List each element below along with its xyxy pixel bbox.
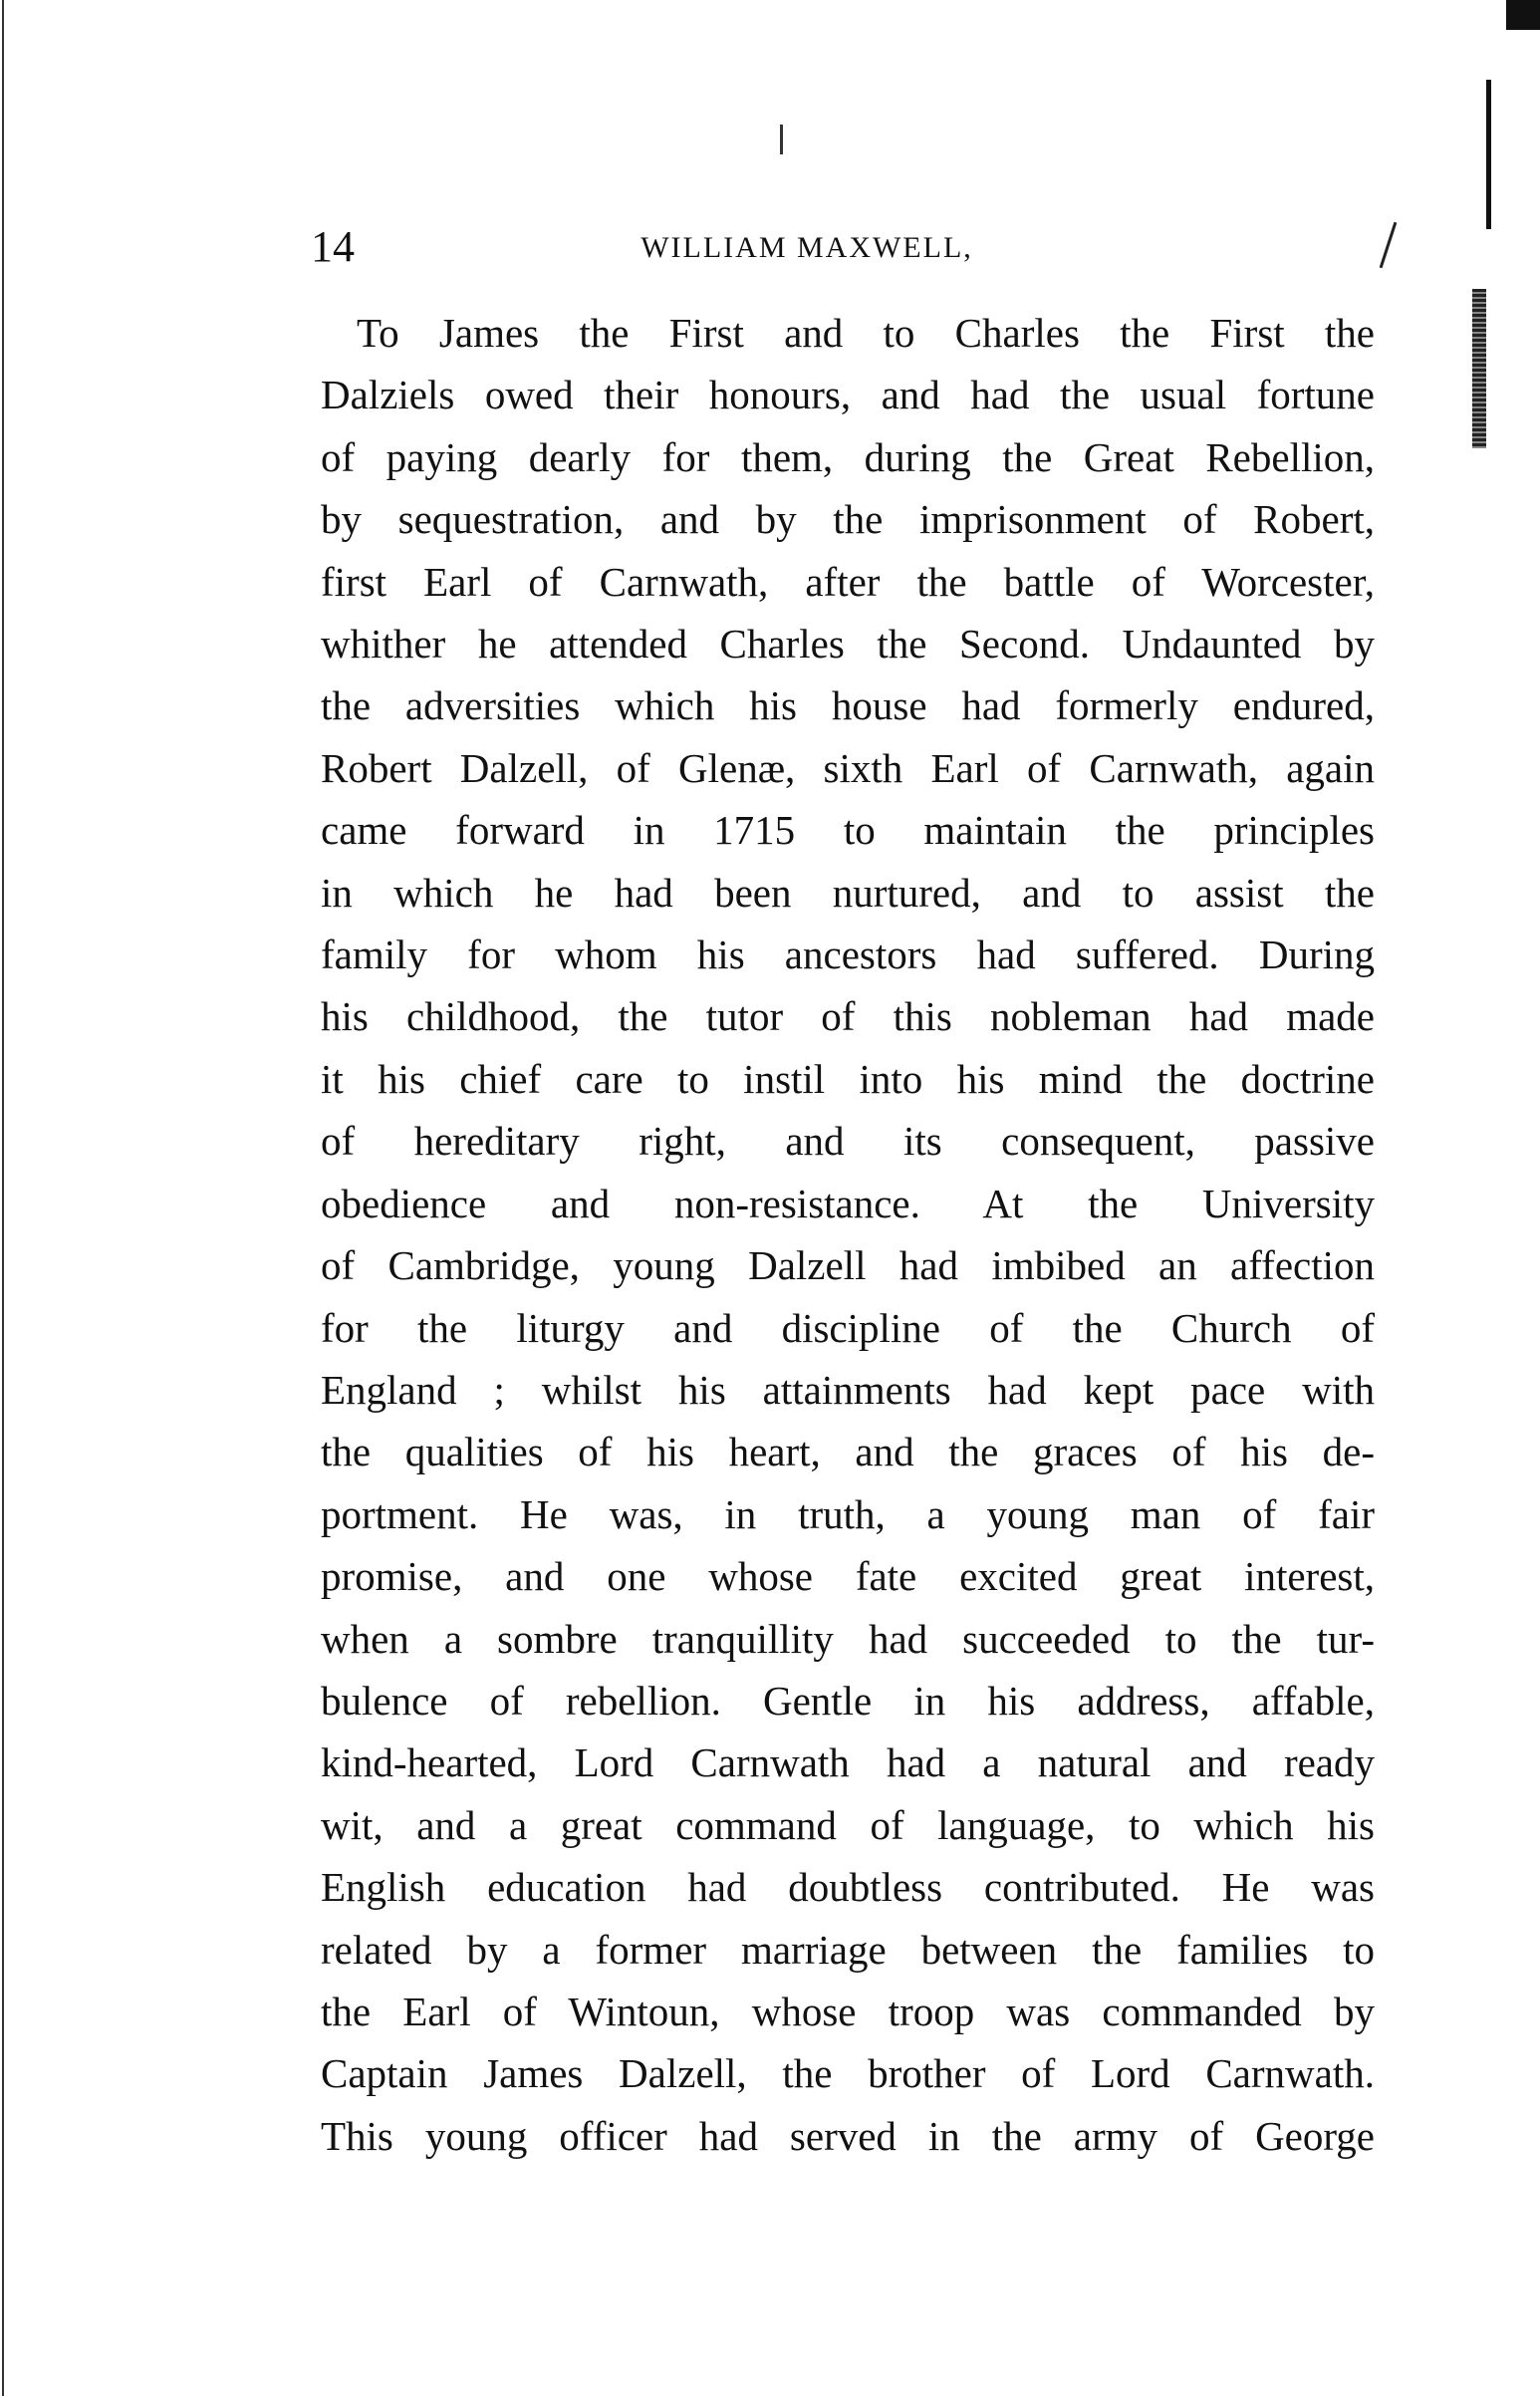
text-line: Robert Dalzell, of Glenæ, sixth Earl of Carnwath, again <box>321 744 1375 791</box>
pencil-mark <box>780 125 783 154</box>
page-edge-line <box>2 0 4 2396</box>
text-line: for the liturgy and discipline of the Church of <box>321 1304 1375 1351</box>
text-line: To James the First and to Charles the First the <box>357 310 1375 356</box>
scan-mark <box>1506 0 1540 30</box>
running-title: WILLIAM MAXWELL, <box>641 231 973 264</box>
text-line: of hereditary right, and its consequent, passive <box>321 1118 1375 1165</box>
text-line: obedience and non-resistance. At the University <box>321 1180 1375 1226</box>
scan-mark <box>1472 289 1486 448</box>
text-line: it his chief care to instil into his mind the doctrine <box>321 1055 1375 1102</box>
text-line: promise, and one whose fate excited great interest, <box>321 1553 1375 1600</box>
pencil-mark <box>1380 222 1398 269</box>
text-line: his childhood, the tutor of this nobleman had made <box>321 993 1375 1040</box>
text-line: came forward in 1715 to maintain the principles <box>321 807 1375 854</box>
text-line: the adversities which his house had formerly endured, <box>321 682 1375 729</box>
scan-mark <box>1486 80 1491 229</box>
text-line: English education had doubtless contributed. He was <box>321 1864 1375 1911</box>
text-line: portment. He was, in truth, a young man of fair <box>321 1490 1375 1537</box>
text-line: of paying dearly for them, during the Great Rebellion, <box>321 433 1375 480</box>
page-number: 14 <box>311 222 355 271</box>
text-line: the Earl of Wintoun, whose troop was commanded by <box>321 1988 1375 2034</box>
text-line: in which he had been nurtured, and to assist the <box>321 869 1375 916</box>
text-line: wit, and a great command of language, to which his <box>321 1801 1375 1848</box>
text-line: kind-hearted, Lord Carnwath had a natural and ready <box>321 1739 1375 1786</box>
text-line: This young officer had served in the army of George <box>321 2112 1375 2159</box>
text-line: first Earl of Carnwath, after the battle of Worcester, <box>321 558 1375 605</box>
text-line: whither he attended Charles the Second. Undaunted by <box>321 621 1375 667</box>
body-paragraph <box>321 302 1375 2167</box>
text-line: the qualities of his heart, and the graces of his de- <box>321 1429 1375 1475</box>
text-line: when a sombre tranquillity had succeeded to the tur- <box>321 1615 1375 1662</box>
text-line: England ; whilst his attainments had kept pace with <box>321 1366 1375 1413</box>
text-line: family for whom his ancestors had suffered. During <box>321 932 1375 978</box>
text-line: Captain James Dalzell, the brother of Lord Carnwath. <box>321 2050 1375 2097</box>
text-line: by sequestration, and by the imprisonment of Robert, <box>321 496 1375 543</box>
text-line: bulence of rebellion. Gentle in his address, affable, <box>321 1677 1375 1724</box>
text-line: related by a former marriage between the families to <box>321 1926 1375 1973</box>
text-line: of Cambridge, young Dalzell had imbibed an affection <box>321 1242 1375 1289</box>
text-line: Dalziels owed their honours, and had the usual fortune <box>321 372 1375 418</box>
